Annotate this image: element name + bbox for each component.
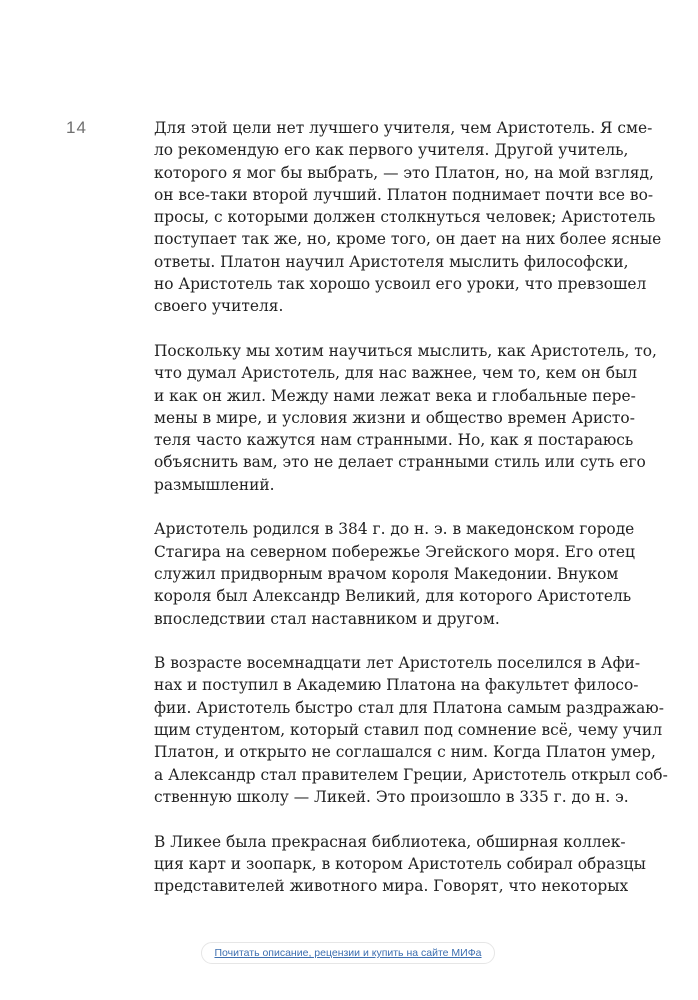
paragraph xyxy=(154,117,662,318)
read-more-link[interactable]: Почитать описание, рецензии и купить на сайте МИФа xyxy=(201,942,495,964)
text-line: короля был Александр Великий, для которого Аристотель xyxy=(154,587,632,606)
text-line: теля часто кажутся нам странными. Но, как я постараюсь xyxy=(154,431,634,450)
paragraph xyxy=(154,652,668,808)
text-line: что думал Аристотель, для нас важнее, чем то, кем он был xyxy=(154,364,637,383)
page-number: 14 xyxy=(66,118,87,137)
text-line: впоследствии стал наставником и другом. xyxy=(154,609,500,628)
text-line: Аристотель родился в 384 г. до н. э. в македонском городе xyxy=(154,520,635,539)
text-line: своего учителя. xyxy=(154,297,284,316)
text-line: поступает так же, но, кроме того, он дает на них более ясные xyxy=(154,230,662,249)
text-line: Поскольку мы хотим научиться мыслить, как Аристотель, то, xyxy=(154,341,657,360)
text-line: Для этой цели нет лучшего учителя, чем Аристотель. Я сме- xyxy=(154,119,653,137)
text-line: ственную школу — Ликей. Это произошло в 335 г. до н. э. xyxy=(154,787,629,806)
text-line: но Аристотель так хорошо усвоил его уроки, что превзошел xyxy=(154,275,647,294)
text-line: служил придворным врачом короля Македонии. Внуком xyxy=(154,564,619,583)
text-line: размышлений. xyxy=(154,475,275,494)
text-line: объяснить вам, это не делает странными стиль или суть его xyxy=(154,453,646,472)
text-line: и как он жил. Между нами лежат века и глобальные пере- xyxy=(154,386,636,405)
text-line: представителей животного мира. Говорят, что некоторых xyxy=(154,877,629,896)
paragraph xyxy=(154,340,657,496)
text-line: Стагира на северном побережье Эгейского моря. Его отец xyxy=(154,542,635,561)
text-line: Платон, и открыто не соглашался с ним. Когда Платон умер, xyxy=(154,743,656,762)
body-text xyxy=(154,117,668,920)
text-line: а Александр стал правителем Греции, Аристотель открыл соб- xyxy=(154,765,668,784)
text-line: нах и поступил в Академию Платона на факультет филосо- xyxy=(154,676,639,695)
text-line: фии. Аристотель быстро стал для Платона самым раздражаю- xyxy=(154,698,664,717)
text-line: В Ликее была прекрасная библиотека, обширная коллек- xyxy=(154,832,626,851)
text-line: щим студентом, который ставил под сомнение всё, чему учил xyxy=(154,721,663,740)
paragraph xyxy=(154,831,646,898)
text-line: ответы. Платон научил Аристотеля мыслить философски, xyxy=(154,252,629,271)
text-line: ло рекомендую его как первого учителя. Другой учитель, xyxy=(154,141,629,160)
text-line: В возрасте восемнадцати лет Аристотель поселился в Афи- xyxy=(154,654,641,673)
paragraph xyxy=(154,518,635,629)
text-line: ция карт и зоопарк, в котором Аристотель собирал образцы xyxy=(154,854,646,873)
text-line: которого я мог бы выбрать, — это Платон, но, на мой взгляд, xyxy=(154,163,654,182)
text-line: он все-таки второй лучший. Платон поднимает почти все во- xyxy=(154,185,654,204)
text-line: мены в мире, и условия жизни и общество времен Аристо- xyxy=(154,408,635,427)
text-line: просы, с которыми должен столкнуться человек; Аристотель xyxy=(154,208,656,227)
